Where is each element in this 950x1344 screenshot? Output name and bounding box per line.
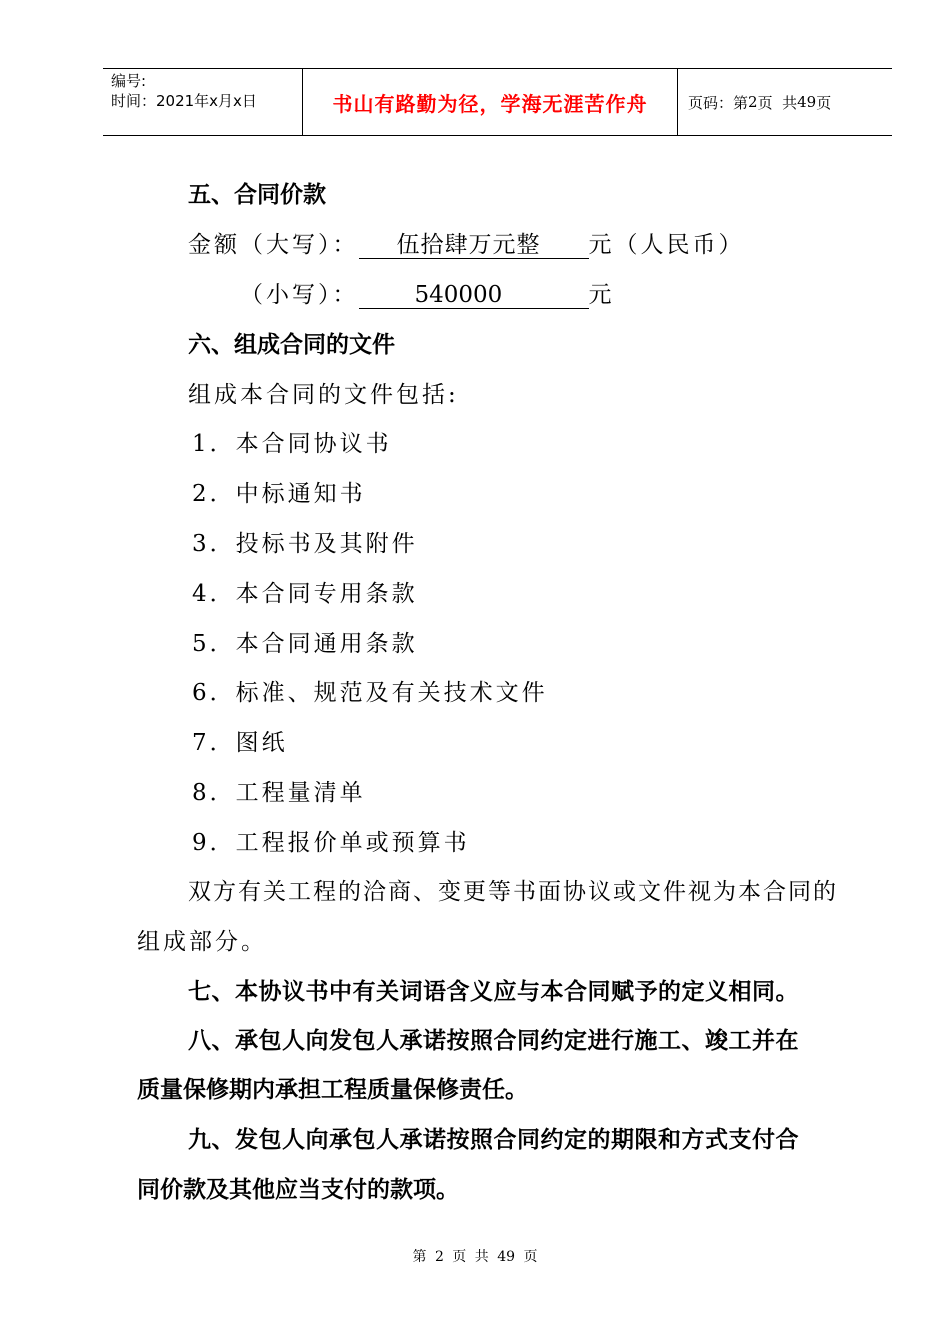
section8-line2: 质量保修期内承担工程质量保修责任。 <box>137 1077 528 1103</box>
list-item: 3．投标书及其附件 <box>192 531 418 557</box>
amount-lower-unit: 元 <box>588 282 615 308</box>
time-label: 时间：2021年x月x日 <box>111 92 257 110</box>
amount-lower-row <box>240 280 615 310</box>
section5-title: 五、合同价款 <box>188 182 326 208</box>
list-item: 2．中标通知书 <box>192 481 366 507</box>
section6-title: 六、组成合同的文件 <box>188 332 395 358</box>
section6-closing-line1: 双方有关工程的洽商、变更等书面协议或文件视为本合同的 <box>188 879 838 905</box>
section9-line1: 九、发包人向承包人承诺按照合同约定的期限和方式支付合 <box>188 1127 799 1153</box>
amount-lower-label: （小写）： <box>240 282 359 308</box>
section9-line2: 同价款及其他应当支付的款项。 <box>137 1177 459 1203</box>
amount-upper-label: 金额（大写）： <box>188 232 359 258</box>
page-header <box>103 68 892 136</box>
page-mid: 页 共 <box>757 93 798 112</box>
amount-lower-value: 540000 <box>359 282 589 309</box>
amount-upper-unit: 元（人民币） <box>588 232 745 258</box>
header-motto: 书山有路勤为径，学海无涯苦作舟 <box>303 69 678 135</box>
list-item: 5．本合同通用条款 <box>192 631 418 657</box>
serial-label: 编号: <box>111 72 147 90</box>
page-prefix: 页码：第 <box>688 93 749 112</box>
page-footer: 第 2 页 共 49 页 <box>412 1249 538 1265</box>
amount-upper-value: 伍拾肆万元整 <box>359 232 589 259</box>
list-item: 6．标准、规范及有关技术文件 <box>192 680 548 706</box>
list-item: 4．本合同专用条款 <box>192 581 418 607</box>
amount-upper-row <box>188 230 745 260</box>
header-info <box>103 69 303 135</box>
list-item: 7．图纸 <box>192 730 288 756</box>
section8-line1: 八、承包人向发包人承诺按照合同约定进行施工、竣工并在 <box>188 1028 799 1054</box>
page-current: 2 <box>748 93 758 111</box>
section7-text: 七、本协议书中有关词语含义应与本合同赋予的定义相同。 <box>188 979 799 1005</box>
section6-closing-line2: 组成部分。 <box>137 929 267 955</box>
list-item: 8．工程量清单 <box>192 780 366 806</box>
list-item: 1．本合同协议书 <box>192 431 392 457</box>
header-page-number <box>678 69 892 135</box>
section6-intro: 组成本合同的文件包括: <box>188 382 459 408</box>
page-suffix: 页 <box>816 93 832 112</box>
list-item: 9．工程报价单或预算书 <box>192 830 470 856</box>
page-total: 49 <box>797 93 817 111</box>
